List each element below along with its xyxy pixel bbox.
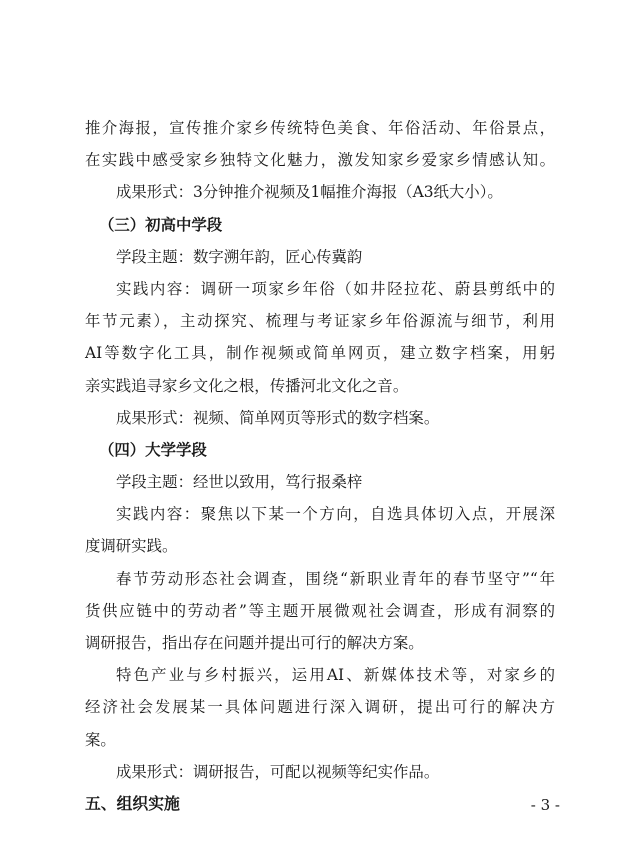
body-text-line: 在实践中感受家乡独特文化魅力，激发知家乡爱家乡情感认知。	[85, 151, 555, 170]
body-text-line: 成果形式：调研报告，可配以视频等纪实作品。	[116, 762, 440, 781]
body-text-line: 年节元素），主动探究、梳理与考证家乡年俗源流与细节，利用	[85, 312, 555, 331]
body-text-line: 案。	[85, 730, 116, 749]
section-heading: （三）初高中学段	[99, 215, 223, 234]
body-text-line: 学段主题：经世以致用，笃行报桑梓	[116, 473, 363, 492]
section-heading: （四）大学学段	[99, 440, 207, 459]
body-text-line: 成果形式：3分钟推介视频及1幅推介海报（A3纸大小）。	[116, 183, 503, 202]
body-text-line: 学段主题：数字溯年韵，匠心传冀韵	[116, 247, 363, 266]
section-heading: 五、组织实施	[85, 793, 180, 813]
document-body	[85, 112, 555, 820]
body-text-line: 成果形式：视频、简单网页等形式的数字档案。	[116, 408, 440, 427]
body-text-line: 实践内容：聚焦以下某一个方向，自选具体切入点，开展深	[116, 505, 555, 524]
body-text-line: 特色产业与乡村振兴，运用AI、新媒体技术等，对家乡的	[116, 666, 555, 685]
body-text-line: 调研报告，指出存在问题并提出可行的解决方案。	[85, 634, 424, 652]
body-text-line: 实践内容：调研一项家乡年俗（如井陉拉花、蔚县剪纸中的	[116, 279, 555, 298]
body-text-line: 经济社会发展某一具体问题进行深入调研，提出可行的解决方	[85, 698, 555, 717]
body-text-line: 春节劳动形态社会调查，围绕“新职业青年的春节坚守”“年	[116, 569, 555, 588]
body-text-line: 亲实践追寻家乡文化之根，传播河北文化之音。	[85, 376, 409, 395]
body-text-line: 度调研实践。	[85, 537, 178, 556]
body-text-line: 推介海报，宣传推介家乡传统特色美食、年俗活动、年俗景点，	[85, 119, 555, 137]
body-text-line: 货供应链中的劳动者”等主题开展微观社会调查，形成有洞察的	[85, 601, 555, 620]
body-text-line: AI等数字化工具，制作视频或简单网页，建立数字档案，用躬	[85, 344, 555, 363]
page-number: - 3 -	[530, 796, 560, 814]
